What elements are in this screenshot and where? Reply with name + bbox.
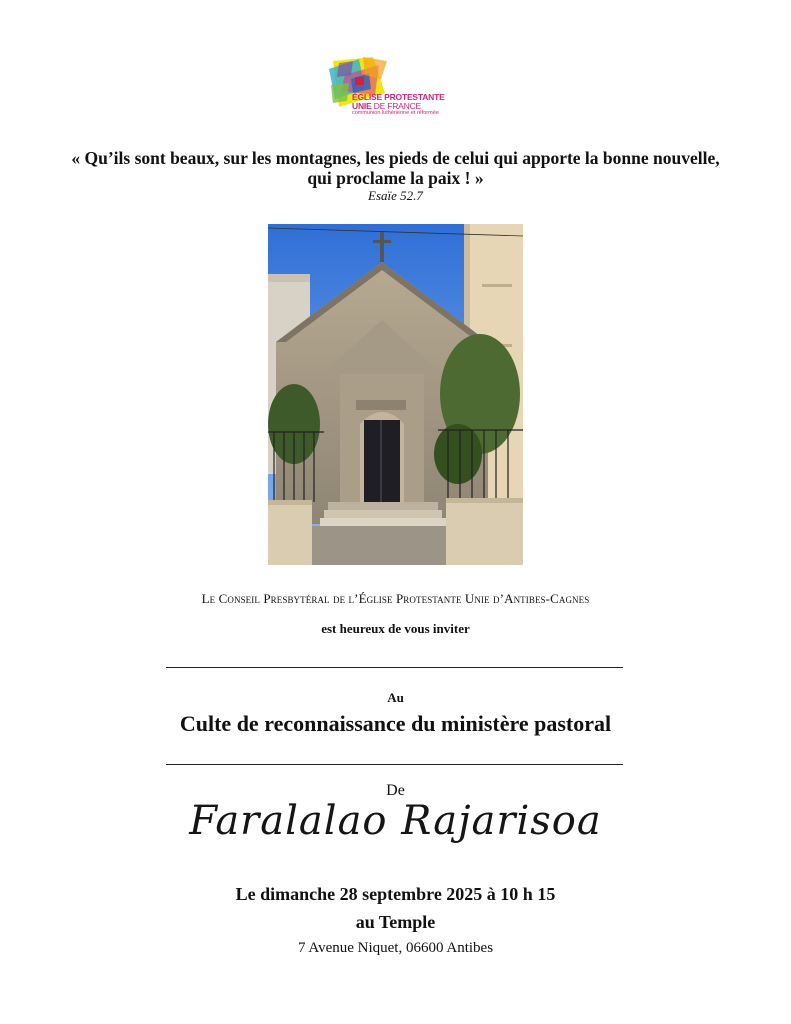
invite-line: est heureux de vous inviter: [321, 621, 470, 636]
divider-top: [166, 667, 623, 668]
event-place: au Temple: [355, 912, 436, 932]
bible-reference: Esaïe 52.7: [368, 188, 423, 203]
logo-line-2-bold: UNIE: [352, 100, 372, 111]
au-label: Au: [387, 690, 404, 705]
logo-line-3: communion luthérienne et réformée: [352, 109, 439, 116]
divider-bottom: [166, 764, 623, 765]
logo-text: [352, 93, 445, 117]
logo-line-1: ÉGLISE PROTESTANTE: [352, 92, 445, 102]
church-photo: [268, 224, 523, 565]
person-name: Faralalao Rajarisoa: [189, 798, 602, 844]
event-date: Le dimanche 28 septembre 2025 à 10 h 15: [235, 884, 556, 904]
de-label: De: [386, 782, 405, 799]
bible-quote: « Qu’ils sont beaux, sur les montagnes, les pieds de celui qui apporte la bonne nouvelle, qui proclame la paix ! »: [71, 148, 720, 188]
logo-line-2-rest: DE FRANCE: [371, 100, 421, 111]
epudf-logo: [329, 55, 469, 123]
church-illustration: [268, 224, 523, 565]
event-title: Culte de reconnaissance du ministère pastoral: [179, 711, 612, 736]
event-address: 7 Avenue Niquet, 06600 Antibes: [297, 940, 494, 956]
council-line: Le Conseil Presbytéral de l’Église Protestante Unie d’Antibes-Cagnes: [201, 591, 590, 606]
